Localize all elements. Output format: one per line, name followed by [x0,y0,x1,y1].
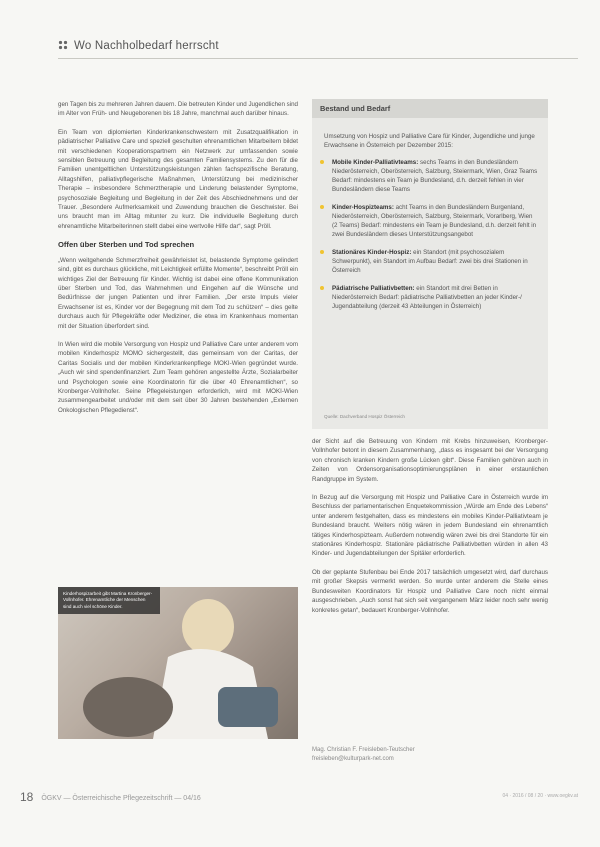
list-item [328,158,538,194]
photo-caption: Kinderhospizarbeit gibt Martina Kronberger-Vollnhofer. Ehrenamtliche der Menschen sind auch viel schöne Kinder. [58,587,160,614]
item-text: sechs Teams in den Bundesländern Niederösterreich, Oberösterreich, Salzburg, Steiermark, Wien, Graz Teams Bedarf: mindestens ein Team je Bundesland, d.h. derzeit fehlen in vier Bundesländern diese Teams [332,159,538,193]
item-label: Pädiatrische Palliativbetten: [332,285,415,292]
subheading: Offen über Sterben und Tod sprechen [58,240,195,250]
info-box [312,99,548,429]
page-number: 18 [20,790,34,804]
author-email[interactable]: freisleben@kulturpark-net.com [312,756,394,762]
paragraph: Ob der geplante Stufenbau bei Ende 2017 tatsächlich umgesetzt wird, darf durchaus mit großer Skepsis vermerkt werden. So wurde unter anderem die Stelle eines Bundesweiten Koordinators für Hospiz und Palliative Care noch nicht einmal ausgeschrieben. „Auch sonst hat sich seit vergangenem März leider noch sehr wenig konkretes getan“, bedauert Kronberger-Vollnhofer. [312,568,548,614]
paragraph: gen Tagen bis zu mehreren Jahren dauern. Die betreuten Kinder und Jugendlichen sind im Alter von Früh- und Neugeborenen bis 18 Jahre, manchmal auch darüber hinaus. [58,101,298,118]
info-box-list [312,158,548,311]
paragraph: In Wien wird die mobile Versorgung von Hospiz und Palliative Care unter anderem vom mobilen Kinderhospiz MOMO sichergestellt, das gemeinsam von der Caritas, der Caritas Socialis und der mobilen Kinderkrankenpflege MOKI-Wien gegründet wurde. „Auch wir sind spendenfinanziert. Zum Team gehören angestellte Ärzte, Sozialarbeiter und Psychologen sowie eine Koordinatorin für die über 40 Ehrenamtlichen“, so Kronberger-Vollnhofer. Seine Pflegeleistungen erforderlich, wird mit MOKI-Wien zusammengearbeitet und/oder mit dem seit über 30 Jahren bestehenden „Externen Onkologischen Pflegedienst“. [58,340,298,414]
item-text: ein Standort mit drei Betten in Niederösterreich Bedarf: pädiatrische Palliativbetten an jeder Kinder-/ Jugendabteilung (derzeit 43 Abteilungen in Österreich) [332,285,522,310]
info-box-intro: Umsetzung von Hospiz und Palliative Care für Kinder, Jugendliche und junge Erwachsene in Österreich per Dezember 2015: [324,133,535,149]
item-text: ein Standort (mit psychosozialem Schwerpunkt), ein Standort im Aufbau Bedarf: zwei bis drei Stationen in Österreich [332,249,528,274]
item-label: Stationäres Kinder-Hospiz: [332,249,412,256]
paragraph: In Bezug auf die Versorgung mit Hospiz und Palliative Care in Österreich wurde im Beschluss der parlamentarischen Enquetekommission „Würde am Ende des Lebens“ unter anderem festgehalten, dass es mindestens ein mobiles Kinder-Palliativteam je Bundesland braucht. Weiters nötig wären in jedem Bundesland ein ehrenamtlich tätiges Kinderhospizteam. Außerdem notwendig wären zwei bis drei Standorte für ein stationäres Kinderhospiz. Stationäre pädiatrische Palliativbetten würden in allen 43 Kinder- und Jugendabteilungen der Spitäler erforderlich. [312,494,548,558]
dots-icon [58,40,68,50]
list-item [328,248,538,275]
info-box-source: Quelle: Dachverband Hospiz Österreich [324,414,405,419]
header-divider [58,58,578,59]
page-footer [20,790,578,804]
footer-right: 04 · 2016 / 08 / 20 · www.oegkv.at [502,793,578,799]
right-column [312,437,548,624]
section-header [58,40,578,52]
item-label: Kinder-Hospizteams: [332,204,394,211]
paragraph: Ein Team von diplomierten Kinderkrankenschwestern mit Zusatzqualifikation in pädiatrischer Palliative Care und speziell geschulten ehrenamtlichen Mitarbeitern bildet mit verschiedenen Kooperationspartnern ein Netzwerk zur umfassenden sowie sensiblen Betreuung und Begleitung des gesamten Familiensystems. Zu den für die Familien unentgeltlichen Unterstützungsleistungen zählen fachspezifische Beratung, Alltagshilfen, palliativpflegerische Maßnahmen, Unterstützung bei medizinischer Therapie – insbesondere Schmerztherapie und Linderung belastender Symptome, psychosoziale Begleitung und Begleitung in der Zeit des Abschiednehmens und der Trauer. „Besondere Aufmerksamkeit und Zuwendung brauchen die Geschwister. Bei uns braucht man im Alltag mitunter zu kurz. Die individuelle Begleitung durch ehrenamtliche Mitarbeiterinnen stellt dabei eine wertvolle Hilfe dar“, sagt Pröll. [58,128,298,230]
footer-publication: ÖGKV — Österreichische Pflegezeitschrift — 04/16 [41,795,201,802]
author-signature [312,746,415,764]
paragraph: der Sicht auf die Betreuung von Kindern mit Krebs hinzuweisen, Kronberger-Vollnhofer betont in diesem Zusammenhang, „dass es insgesamt bei der Versorgung von chronisch kranken Kindern große Lücken gibt“. Diese Familien gehören auch in Zeiten von Ordensorganisationsoptimierungsplänen in einer erstaunlichen Randgruppe im System. [312,438,548,483]
paragraph: „Wenn weitgehende Schmerzfreiheit gewährleistet ist, belastende Symptome gelindert sind, gibt es durchaus glückliche, mit Leichtigkeit erfüllte Momente“, beschreibt Pröll ein wichtiges Ziel der Betreuung für Kinder. Wichtig ist dabei eine offene Kommunikation über Sterben und Tod, das Wahrnehmen und Eingehen auf die Wünsche und Bedürfnisse der jungen Patienten und ihrer Familien. „Der erste Impuls vieler Erwachsener ist es, Kinder vor der Begegnung mit dem Tod zu schützen“ – dies gelte durchaus auch für Pflegekräfte oder Mediziner, die etwa im Krankenhaus momentan mit der Situation überfordert sind. [58,256,298,330]
item-label: Mobile Kinder-Palliativteams: [332,159,419,166]
author-name: Mag. Christian F. Freisleben-Teutscher [312,747,415,753]
info-box-heading: Bestand und Bedarf [312,99,548,118]
article-photo [58,587,298,739]
list-item [328,203,538,239]
left-column [58,100,298,424]
section-title: Wo Nachholbedarf herrscht [74,40,219,52]
list-item [328,284,538,311]
item-text: acht Teams in den Bundesländern Burgenland, Niederösterreich, Oberösterreich, Salzburg, Steiermark, Vorarlberg, Wien (2 Teams) Bedarf: mindestens ein Team je Bundesland, d.h. derzeit fehlt in zwei Bundesländern dieses Unterstützungsangebot [332,204,537,238]
